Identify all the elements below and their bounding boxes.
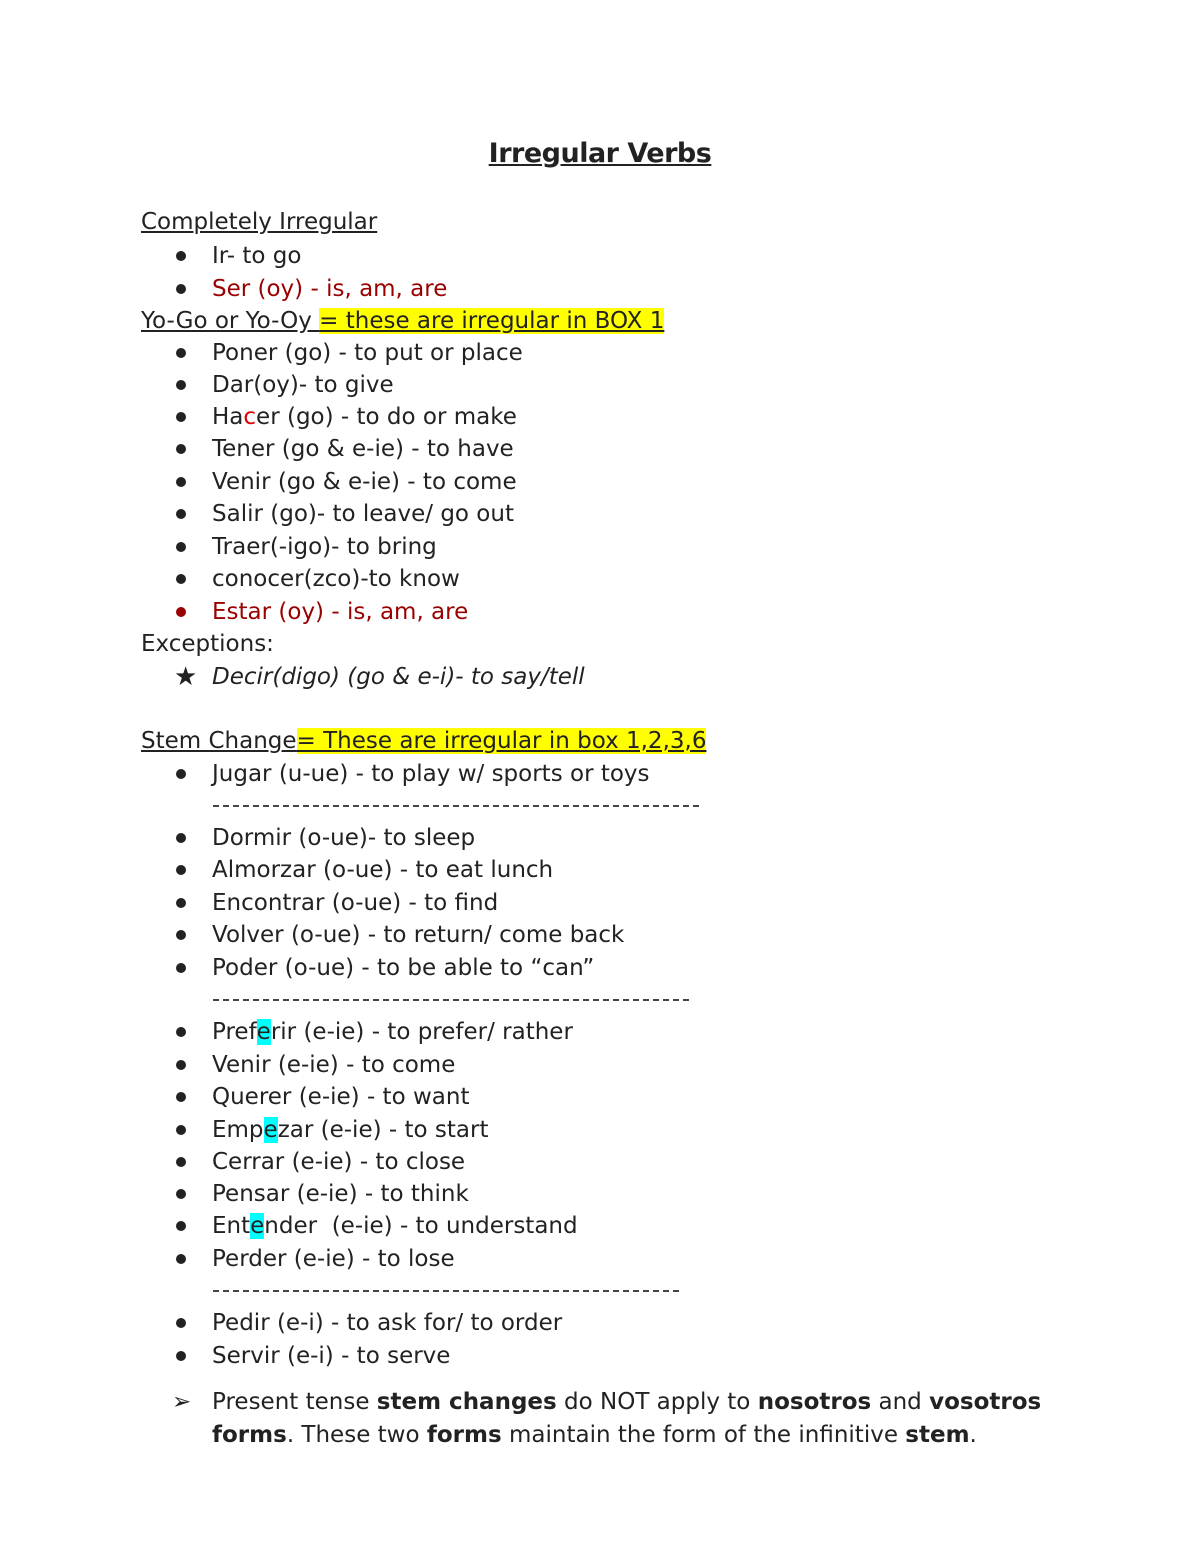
list-item: Empezar (e-ie) - to start [212,1117,489,1143]
bullet-icon [176,1125,186,1135]
exceptions-heading: Exceptions: [141,631,274,657]
note-line-2: forms. These two forms maintain the form of the infinitive stem. [212,1422,977,1448]
list-item: Entender (e-ie) - to understand [212,1213,578,1239]
list-item: Decir(digo) (go & e-i)- to say/tell [212,664,585,690]
completely-irregular-heading: Completely Irregular [141,209,378,235]
bullet-icon [176,898,186,908]
list-item: Venir (go & e-ie) - to come [212,469,517,495]
list-item: Perder (e-ie) - to lose [212,1246,455,1272]
list-item: Almorzar (o-ue) - to eat lunch [212,857,554,883]
cyan-highlight: e [263,1117,278,1143]
note-line-1: Present tense stem changes do NOT apply to nosotros and vosotros [212,1389,1042,1415]
list-item: Poner (go) - to put or place [212,340,523,366]
list-item: Volver (o-ue) - to return/ come back [212,922,625,948]
bullet-icon [176,348,186,358]
bullet-icon [176,865,186,875]
dashed-separator [213,805,699,807]
bullet-icon [176,251,186,261]
list-item: Pensar (e-ie) - to think [212,1181,469,1207]
dashed-separator [213,999,689,1001]
list-item: Ir- to go [212,243,302,269]
bullet-icon [176,1221,186,1231]
list-item: Estar (oy) - is, am, are [212,599,469,625]
bullet-icon [176,284,186,294]
yo-go-heading: Yo-Go or Yo-Oy = these are irregular in BOX 1 [141,308,665,334]
bullet-icon [176,1157,186,1167]
stem-change-heading: Stem Change= These are irregular in box 1,2,3,6 [141,728,707,754]
bullet-icon [176,1318,186,1328]
bullet-icon [176,380,186,390]
list-item: Salir (go)- to leave/ go out [212,501,514,527]
list-item: Traer(-igo)- to bring [212,534,437,560]
cyan-highlight: e [250,1213,265,1239]
yellow-highlight: = these are irregular in BOX 1 [319,308,665,334]
bullet-icon [176,477,186,487]
list-item: Cerrar (e-ie) - to close [212,1149,466,1175]
bullet-icon [176,769,186,779]
list-item: Tener (go & e-ie) - to have [212,436,514,462]
yellow-highlight: = These are irregular in box 1,2,3,6 [296,728,707,754]
bullet-icon [176,1254,186,1264]
list-item: Ser (oy) - is, am, are [212,276,448,302]
bullet-icon [176,542,186,552]
cyan-highlight: e [256,1019,271,1045]
bullet-icon [176,1027,186,1037]
bullet-icon [176,833,186,843]
list-item: Encontrar (o-ue) - to find [212,890,499,916]
bullet-icon [176,412,186,422]
bullet-icon [176,574,186,584]
list-item: Venir (e-ie) - to come [212,1052,456,1078]
bullet-icon [176,930,186,940]
list-item: Dormir (o-ue)- to sleep [212,825,476,851]
list-item: Jugar (u-ue) - to play w/ sports or toys [212,761,650,787]
bullet-icon [176,444,186,454]
arrow-icon: ➢ [172,1389,192,1415]
bullet-icon [176,963,186,973]
bullet-icon [176,509,186,519]
list-item: Hacer (go) - to do or make [212,404,517,430]
list-item: Pedir (e-i) - to ask for/ to order [212,1310,563,1336]
list-item: conocer(zco)-to know [212,566,460,592]
list-item: Poder (o-ue) - to be able to “can” [212,955,595,981]
list-item: Preferir (e-ie) - to prefer/ rather [212,1019,573,1045]
star-icon: ★ [174,662,198,692]
list-item: Querer (e-ie) - to want [212,1084,470,1110]
list-item: Dar(oy)- to give [212,372,394,398]
page-title: Irregular Verbs [488,138,712,169]
dashed-separator [213,1290,679,1292]
bullet-icon [176,1351,186,1361]
bullet-icon [176,607,186,617]
bullet-icon [176,1060,186,1070]
bullet-icon [176,1189,186,1199]
bullet-icon [176,1092,186,1102]
list-item: Servir (e-i) - to serve [212,1343,451,1369]
